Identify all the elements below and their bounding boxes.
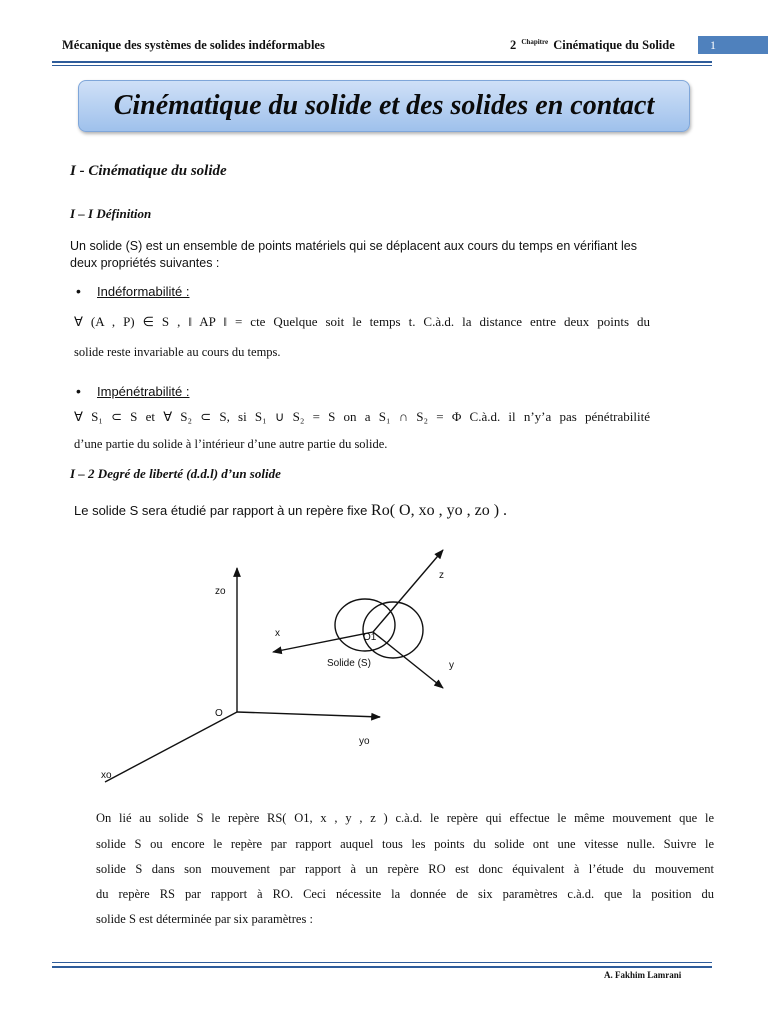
section-heading: I - Cinématique du solide bbox=[70, 163, 227, 179]
page-title: Cinématique du solide et des solides en contact bbox=[113, 90, 655, 121]
property-1-line-2: solide reste invariable au cours du temps. bbox=[74, 345, 281, 359]
axis-y bbox=[373, 632, 443, 688]
subsection-heading-definition: I – I Définition bbox=[70, 206, 152, 221]
axis-xo bbox=[105, 712, 237, 782]
label-y: y bbox=[449, 660, 454, 671]
header-chapter-number: 2 bbox=[510, 38, 517, 53]
axis-yo bbox=[237, 712, 380, 717]
dof-intro-text: Le solide S sera étudié par rapport à un repère fixe bbox=[74, 503, 368, 518]
label-z: z bbox=[439, 570, 444, 581]
header-rule bbox=[52, 61, 712, 63]
property-2-line-2: d’une partie du solide à l’intérieur d’une autre partie du solide. bbox=[74, 437, 388, 451]
label-yo: yo bbox=[359, 736, 370, 747]
moving-frame-line-2: solide S ou encore le repère par rapport auquel tous les points du solide ont une vitesse nulle. Suivre le bbox=[96, 837, 714, 851]
label-origin-o: O bbox=[215, 708, 223, 719]
moving-frame-line-1: On lié au solide S le repère RS( O1, x , y , z ) c.à.d. le repère qui effectue le même mouvement que le bbox=[96, 811, 714, 825]
footer-rule-thin bbox=[52, 962, 712, 963]
label-x: x bbox=[275, 628, 280, 639]
property-title-impenetrability: Impénétrabilité : bbox=[97, 384, 190, 399]
header-course-title: Mécanique des systèmes de solides indéformables bbox=[62, 38, 325, 52]
header-rule-thin bbox=[52, 65, 712, 66]
page-number: 1 bbox=[698, 36, 768, 54]
title-banner bbox=[78, 80, 690, 132]
label-zo: zo bbox=[215, 586, 226, 597]
solid-blob-right bbox=[363, 602, 423, 658]
dof-intro-line bbox=[74, 502, 507, 520]
header-chapter-title: Cinématique du Solide bbox=[553, 38, 675, 53]
header-chapter bbox=[510, 38, 675, 53]
label-origin-o1: O1 bbox=[363, 632, 377, 643]
definition-line-1: Un solide (S) est un ensemble de points matériels qui se déplacent aux cours du temps en vérifiant les bbox=[70, 239, 637, 253]
property-1-line-1: ∀ (A , P) ∈ S , ‖ AP ‖ = cte Quelque soit le temps t. C.à.d. la distance entre deux points du bbox=[74, 314, 650, 329]
property-title-indeformability: Indéformabilité : bbox=[97, 284, 190, 299]
label-solide: Solide (S) bbox=[327, 658, 371, 669]
definition-line-2: deux propriétés suivantes : bbox=[70, 256, 220, 270]
solid-frames-diagram bbox=[95, 540, 505, 790]
definition-paragraph bbox=[70, 238, 670, 272]
axis-x bbox=[273, 632, 373, 652]
moving-frame-line-3: solide S dans son mouvement par rapport à un repère RO est donc équivalent à l’étude du mouvement bbox=[96, 862, 714, 876]
label-xo: xo bbox=[101, 770, 112, 781]
footer-author: A. Fakhim Lamrani bbox=[604, 970, 682, 980]
page-header bbox=[62, 36, 768, 58]
subsection-heading-dof: I – 2 Degré de liberté (d.d.l) d’un solide bbox=[70, 466, 281, 481]
bullet-icon: • bbox=[76, 383, 81, 399]
footer-rule bbox=[52, 966, 712, 968]
moving-frame-line-4: du repère RS par rapport à RO. Ceci nécessite la donnée de six paramètres c.à.d. que la position du bbox=[96, 887, 714, 901]
moving-frame-line-5: solide S est déterminée par six paramètres : bbox=[96, 912, 313, 926]
header-chapter-word: Chapitre bbox=[521, 38, 549, 46]
axis-z bbox=[373, 550, 443, 632]
property-2-line-1: ∀ S₁ ⊂ S et ∀ S₂ ⊂ S, si S₁ ∪ S₂ = S on a S₁ ∩ S₂ = Φ C.à.d. il n’y’a pas pénétrabilité bbox=[74, 409, 650, 424]
bullet-icon: • bbox=[76, 283, 81, 299]
fixed-frame-formula: Ro( O, xo , yo , zo ) . bbox=[371, 502, 508, 519]
